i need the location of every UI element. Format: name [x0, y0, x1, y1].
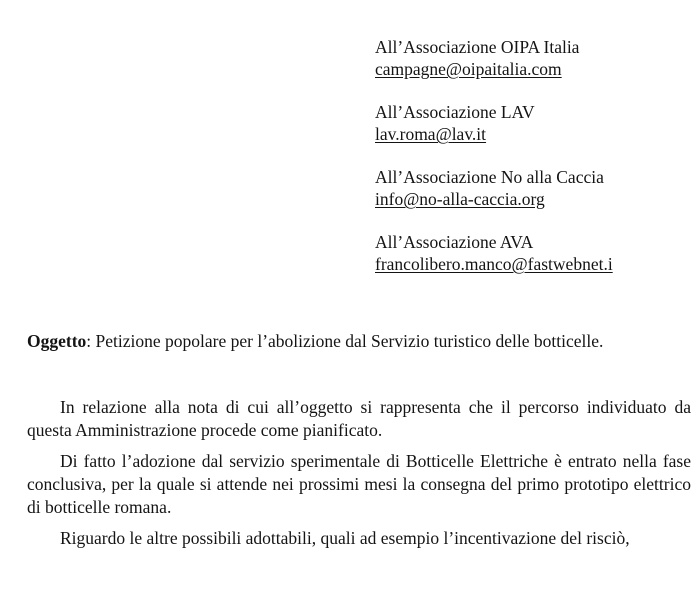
subject-label: Oggetto	[27, 331, 87, 351]
body-paragraph: In relazione alla nota di cui all’oggetto si rappresenta che il percorso individuato da questa Amministrazione procede come pianificato.	[27, 397, 691, 440]
recipient-no-alla-caccia	[375, 166, 695, 231]
recipient-lav	[375, 101, 695, 166]
recipient-name: All’Associazione OIPA Italia	[375, 37, 580, 57]
recipient-name: All’Associazione AVA	[375, 232, 534, 252]
recipient-name: All’Associazione No alla Caccia	[375, 167, 604, 187]
recipient-email-link[interactable]: campagne@oipaitalia.com	[375, 59, 562, 79]
recipient-email-link[interactable]: lav.roma@lav.it	[375, 124, 487, 144]
recipient-ava	[375, 231, 695, 296]
recipient-email-link[interactable]: info@no-alla-caccia.org	[375, 189, 545, 209]
body-paragraph: Di fatto l’adozione dal servizio sperimentale di Botticelle Elettriche è entrato nella fase conclusiva, per la quale si attende nei prossimi mesi la consegna del primo prototipo elettrico di botticelle romana.	[27, 451, 691, 517]
recipient-email-link[interactable]: francolibero.manco@fastwebnet.i	[375, 254, 613, 274]
recipients-block	[375, 36, 695, 296]
recipient-name: All’Associazione LAV	[375, 102, 535, 122]
subject-text: : Petizione popolare per l’abolizione dal Servizio turistico delle botticelle.	[86, 331, 604, 351]
body-paragraph: Riguardo le altre possibili adottabili, quali ad esempio l’incentivazione del risciò,	[60, 528, 630, 548]
subject-line	[27, 330, 687, 352]
recipient-oipa	[375, 36, 695, 101]
letter-body	[27, 396, 691, 558]
